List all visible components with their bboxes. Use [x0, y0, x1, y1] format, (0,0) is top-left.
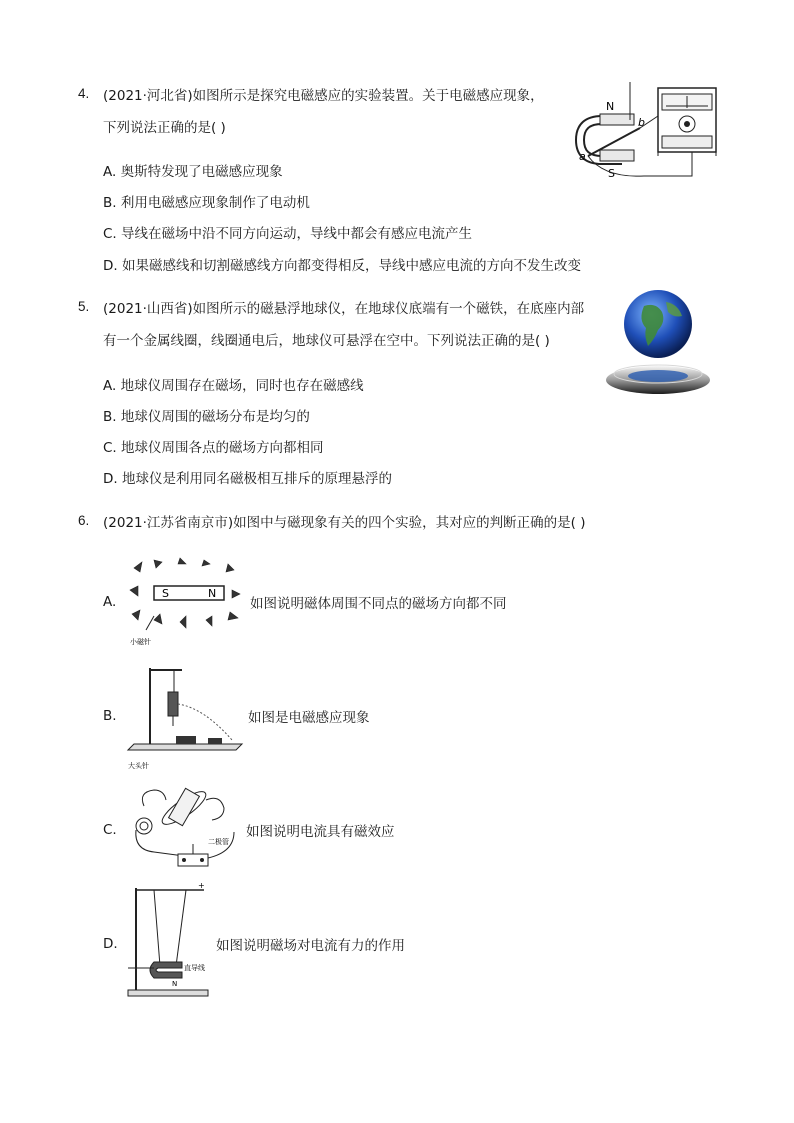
question-6-option-c-letter[interactable]: C. [103, 822, 117, 838]
question-5-option-a[interactable]: A. 地球仪周围存在磁场，同时也存在磁感线 [103, 378, 364, 394]
pins-label: 大头针 [128, 762, 149, 770]
bar-magnet-n-label: N [208, 587, 217, 600]
question-5-option-d[interactable]: D. 地球仪是利用同名磁极相互排斥的原理悬浮的 [103, 471, 392, 487]
question-4-stem-line-1: (2021·河北省)如图所示是探究电磁感应的实验装置。关于电磁感应现象， [103, 88, 544, 104]
maglev-globe-figure [604, 288, 712, 400]
question-6-option-d-text[interactable]: 如图说明磁场对电流有力的作用 [216, 938, 405, 954]
question-6-option-a-text[interactable]: 如图说明磁体周围不同点的磁场方向都不同 [250, 596, 507, 612]
question-6-option-b-letter[interactable]: B. [103, 708, 117, 724]
question-4-number: 4. [78, 86, 90, 101]
bar-magnet-s-label: S [162, 587, 169, 600]
magnet-n-label: N [606, 100, 615, 113]
svg-text:+: + [198, 882, 205, 890]
question-6-option-c-text[interactable]: 如图说明电流具有磁效应 [246, 824, 395, 840]
question-5-stem-line-1: (2021·山西省)如图所示的磁悬浮地球仪，在地球仪底端有一个磁铁，在底座内部 [103, 301, 585, 317]
question-4-stem-line-2: 下列说法正确的是( ) [103, 120, 226, 136]
question-5-number: 5. [78, 299, 90, 314]
question-5-stem-line-2: 有一个金属线圈，线圈通电后，地球仪可悬浮在空中。下列说法正确的是( ) [103, 333, 550, 349]
question-6-option-d-letter[interactable]: D. [103, 936, 118, 952]
question-6-option-b-text[interactable]: 如图是电磁感应现象 [248, 710, 370, 726]
question-5-option-c[interactable]: C. 地球仪周围各点的磁场方向都相同 [103, 440, 324, 456]
question-6-number: 6. [78, 513, 90, 528]
wire-end-a-label: a [579, 150, 586, 163]
magnet-n-pole-label: N [172, 980, 178, 988]
question-4-option-a[interactable]: A. 奥斯特发现了电磁感应现象 [103, 164, 283, 180]
straight-wire-label: 直导线 [184, 964, 205, 972]
diode-label: 二极管 [208, 838, 229, 846]
question-6-option-a-letter[interactable]: A. [103, 594, 117, 610]
question-4-option-c[interactable]: C. 导线在磁场中沿不同方向运动，导线中都会有感应电流产生 [103, 226, 473, 242]
bar-magnet-compass-figure [124, 556, 248, 650]
wire-end-b-label: b [638, 116, 645, 129]
small-compass-label: 小磁针 [130, 638, 151, 646]
magnet-s-label: S [608, 167, 615, 180]
electromagnet-pins-figure [124, 664, 248, 772]
question-6-stem: (2021·江苏省南京市)如图中与磁现象有关的四个实验，其对应的判断正确的是( ) [103, 515, 586, 531]
question-4-option-b[interactable]: B. 利用电磁感应现象制作了电动机 [103, 195, 310, 211]
question-4-option-d[interactable]: D. 如果磁感线和切割磁感线方向都变得相反，导线中感应电流的方向不发生改变 [103, 258, 581, 274]
current-wire-in-magnet-figure [124, 882, 220, 1002]
electromagnetic-induction-apparatus-figure [574, 80, 720, 184]
hand-generator-diode-figure [124, 782, 248, 878]
question-5-option-b[interactable]: B. 地球仪周围的磁场分布是均匀的 [103, 409, 310, 425]
